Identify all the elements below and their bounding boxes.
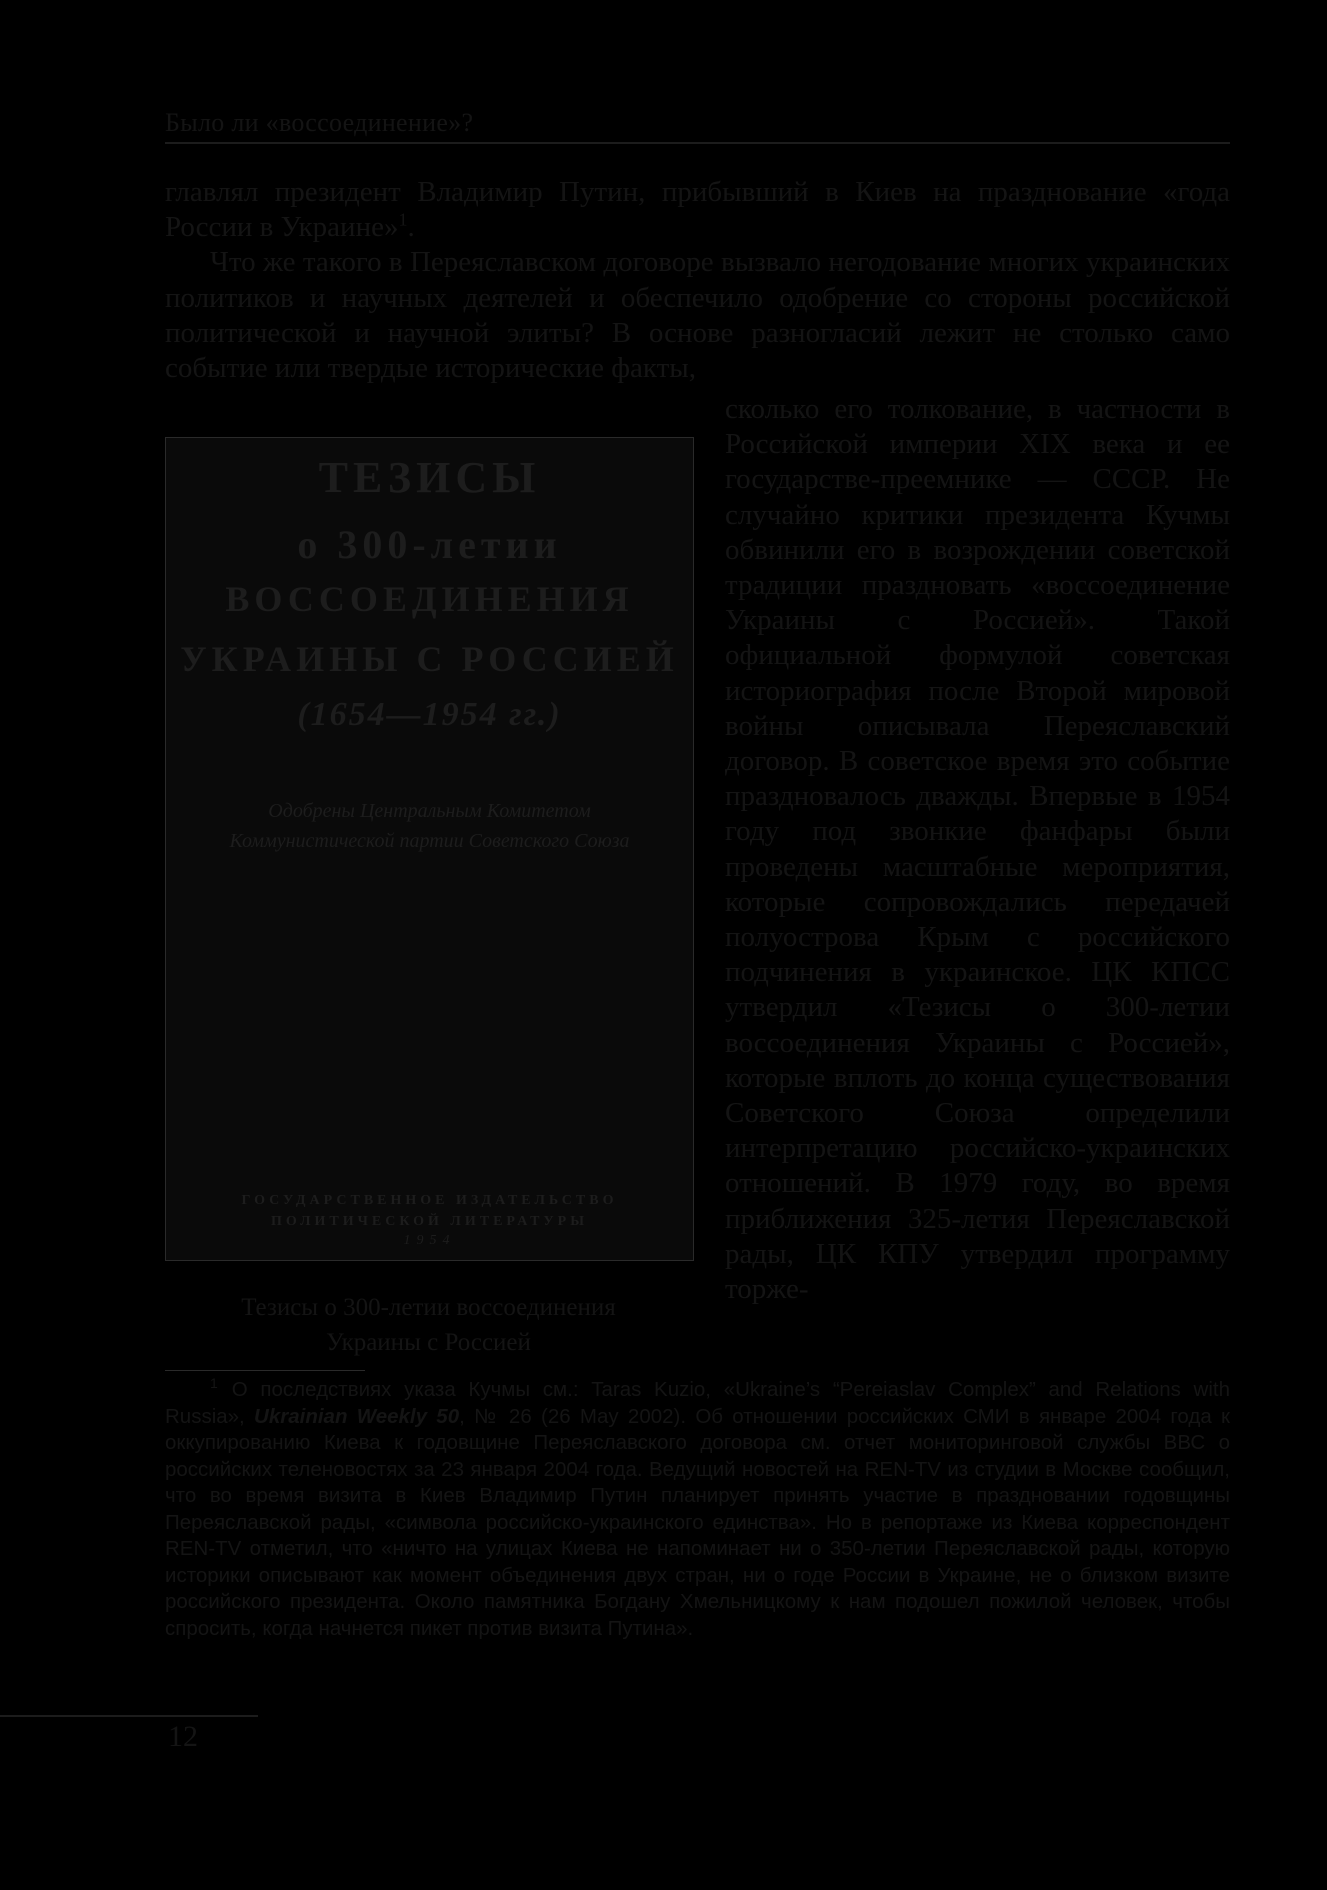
cover-title-line: ВОССОЕДИНЕНИЯ bbox=[225, 579, 634, 619]
cover-publisher-line: ПОЛИТИЧЕСКОЙ ЛИТЕРАТУРЫ bbox=[271, 1214, 588, 1229]
footnote-mark: 1 bbox=[210, 1375, 218, 1392]
cover-year: 1954 bbox=[403, 1233, 456, 1248]
paragraph: сколько его толкование, в частности в Российской империи XIX века и ее государстве-преемнике — СССР. Не случайно критики президента Кучмы обвинили его в возрождении советской традиции праздновать «воссоединение Украины с Россией». Такой официальной формулой советская историография после Второй мировой войны описывала Переяславский договор. В советское время это событие праздновалось дважды. Впервые в 1954 году под звонкие фанфары были проведены масштабные мероприятия, которые сопровождались передачей полуострова Крым с российского подчинения в украинское. ЦК КПСС утвердил «Тезисы о 300-летии воссоединения Украины с Россией», которые вплоть до конца существования Советского Союза определили интерпретацию российско-украинских отношений. В 1979 году, во время приближения 325-летия Переяславской рады, ЦК КПУ утвердил программу торже- bbox=[725, 393, 1230, 1306]
caption-line: Тезисы о 300-летии воссоединения bbox=[241, 1294, 616, 1321]
cover-approval-line: Одобрены Центральным Комитетом bbox=[268, 800, 591, 822]
body-text bbox=[165, 175, 1230, 386]
footnote-source-title: Ukrainian Weekly 50 bbox=[254, 1404, 460, 1428]
cover-publisher bbox=[166, 1190, 693, 1232]
caption-line: Украины с Россией bbox=[326, 1329, 531, 1356]
footnote bbox=[165, 1377, 1230, 1642]
paragraph: Что же такого в Переяславском договоре вызвало негодование многих украинских политиков и научных деятелей и обеспечило одобрение со стороны российской политической и научной элиты? В основе разногласий лежит не столько само событие или твердые исторические факты, bbox=[165, 246, 1230, 385]
cover-subtitle: о 300-летии bbox=[297, 522, 562, 567]
paragraph-text: главлял президент Владимир Путин, прибывший в Киев на празднование «года России в Украине» bbox=[165, 176, 1230, 244]
column-text bbox=[725, 392, 1230, 1307]
paragraph-continued bbox=[165, 175, 1230, 245]
footer-rule bbox=[0, 1715, 258, 1717]
footnote-reference[interactable]: 1 bbox=[398, 209, 408, 230]
footnote-text: О последствиях указа Кучмы см.: Taras Kuzio, «Ukraine’s “Pereiaslav Complex” and Relations with Russia», bbox=[165, 1378, 1230, 1428]
footnote-text: , № 26 (26 May 2002). Об отношении российских СМИ в январе 2004 года к оккупированию Киева к годовщине Переяславского договора см. отчет мониторинговой службы ВВС о российских теленовостях за 23 января 2004 года. Ведущий новостей на REN-TV из студии в Москве сообщил, что во время визита в Киев Владимир Путин планирует принять участие в праздновании годовщины Переяславской рады, «символа российско-украинского единства». Но в репортаже из Киева корреспондент REN-TV отметил, что «ничто на улицах Киева не напоминает ни о 350-летии Переяславской рады, которую историки описывают как момент объединения двух стран, ни о годе России в Украине, не о близком визите российского президента. Около памятника Богдану Хмельницкому к нам подошел пожилой человек, чтобы спросить, когда начнется пикет против визита Путина». bbox=[165, 1404, 1230, 1640]
page-number: 12 bbox=[168, 1720, 198, 1753]
cover-approval-line: Коммунистической партии Советского Союза bbox=[229, 830, 630, 852]
cover-title: ТЕЗИСЫ bbox=[318, 453, 541, 502]
book-cover-image bbox=[165, 437, 694, 1261]
cover-title-line: УКРАИНЫ С РОССИЕЙ bbox=[180, 639, 679, 679]
cover-publisher-line: ГОСУДАРСТВЕННОЕ ИЗДАТЕЛЬСТВО bbox=[241, 1193, 618, 1208]
figure-caption bbox=[165, 1290, 692, 1360]
paragraph-end: . bbox=[407, 211, 415, 244]
footnote-rule bbox=[165, 1370, 365, 1371]
header-rule bbox=[165, 142, 1230, 144]
running-head: Было ли «воссоединение»? bbox=[165, 108, 474, 137]
cover-years: (1654—1954 гг.) bbox=[297, 696, 562, 733]
cover-approval-note bbox=[166, 796, 693, 856]
